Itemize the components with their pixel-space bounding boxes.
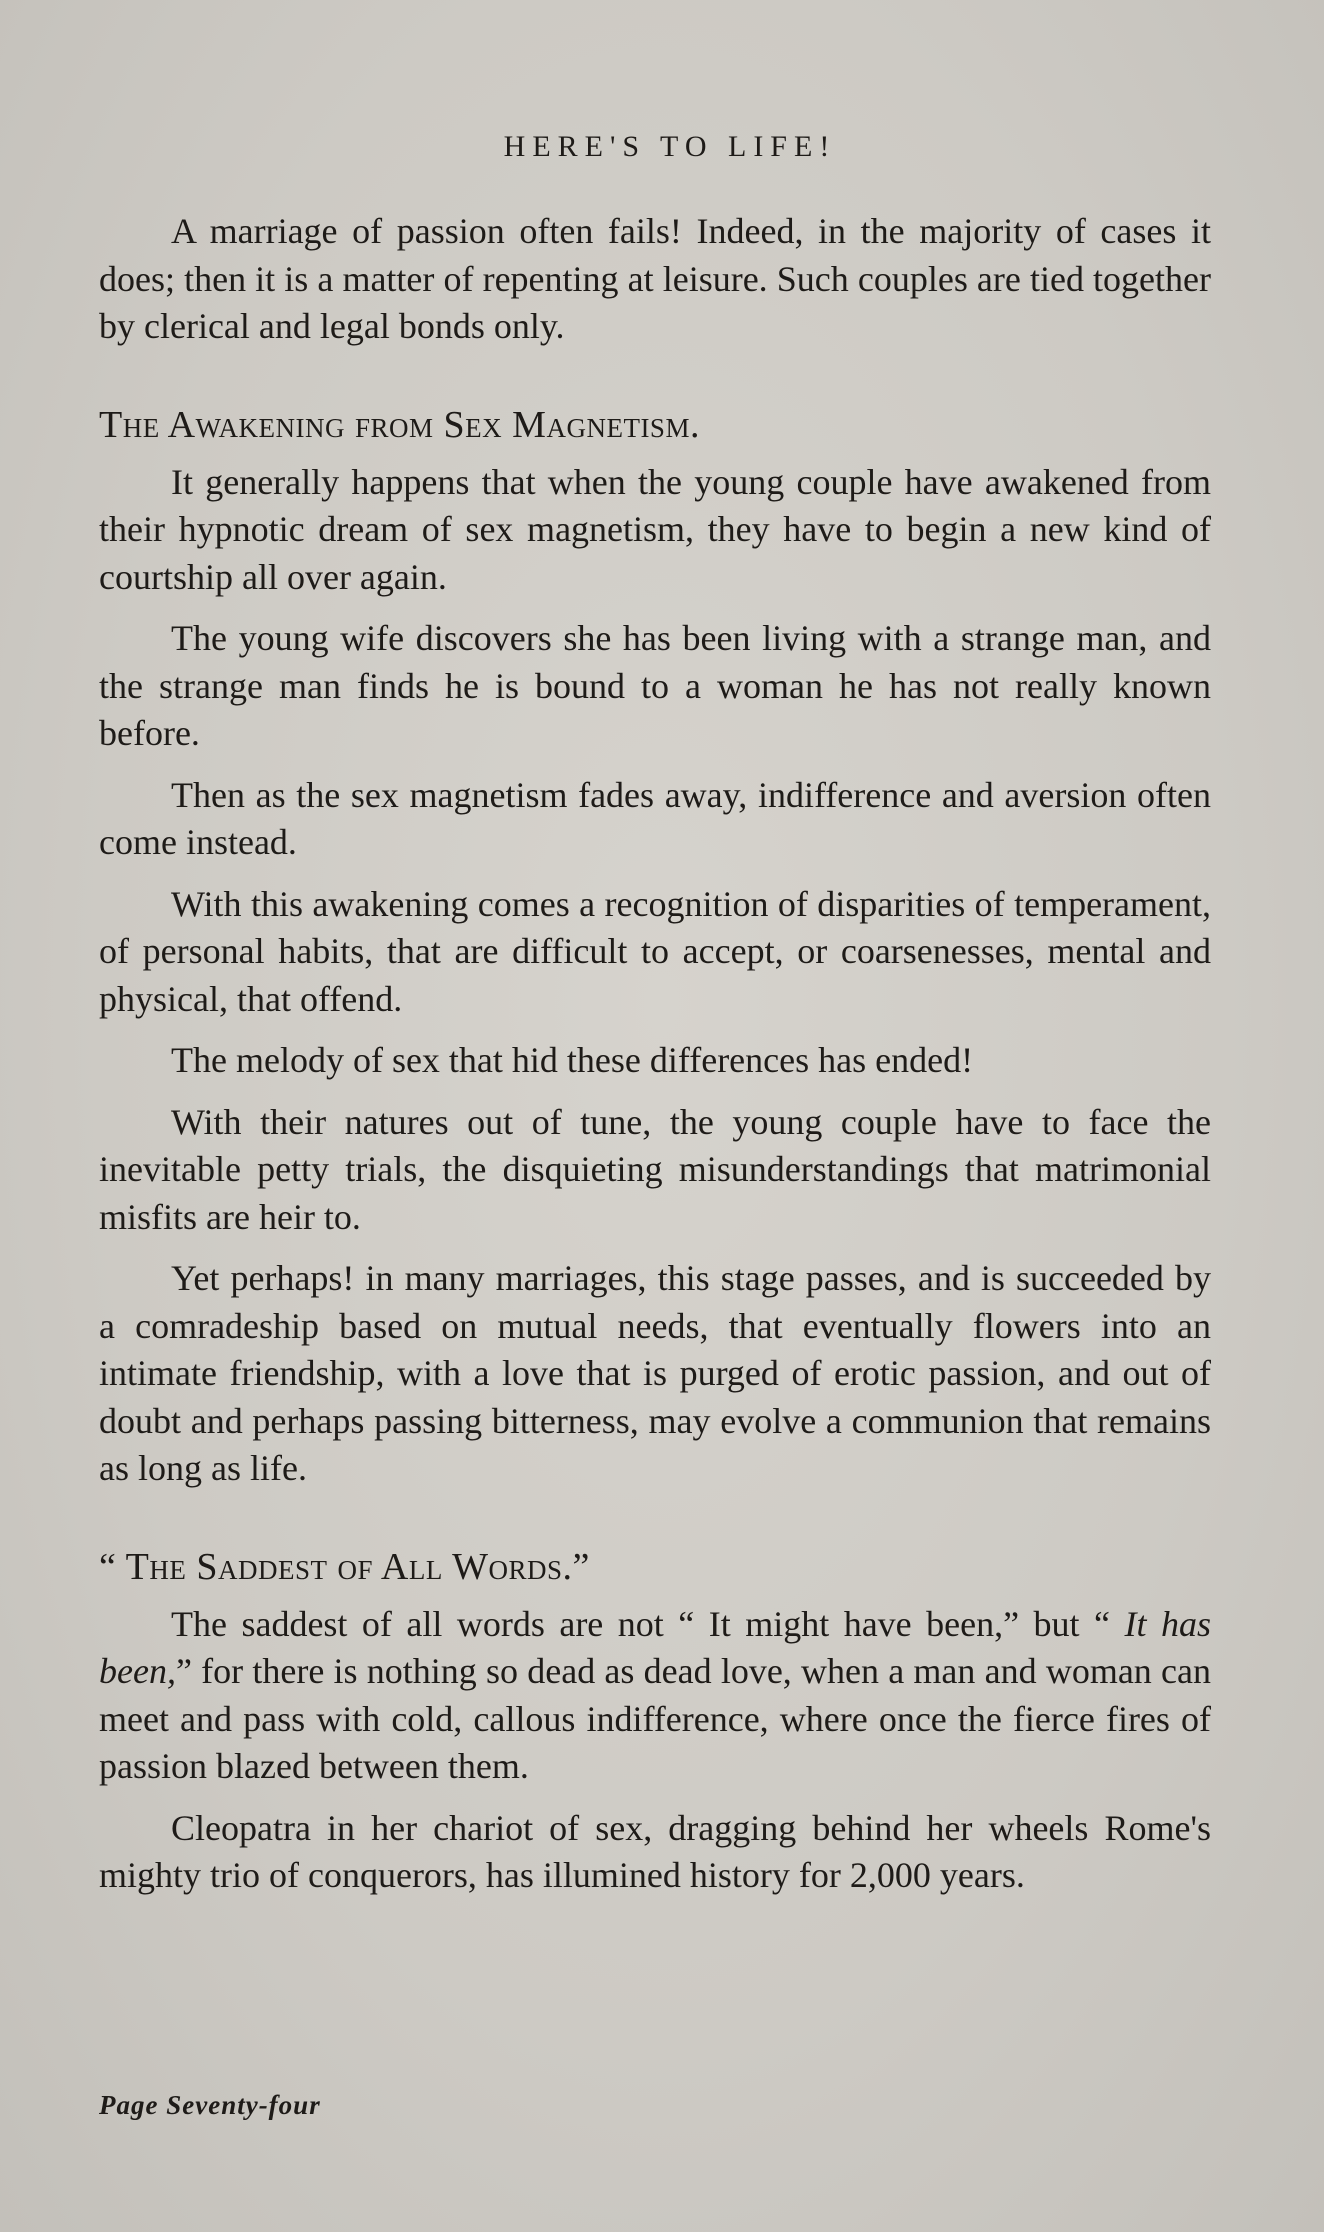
page-number-footer: Page Seventy-four: [99, 2090, 321, 2120]
paragraph: With this awakening comes a recognition of disparities of temperament, of personal habits, that are difficult to accept, or coarsenesses, mental and physical, that offend.: [99, 883, 1211, 1019]
text-run: ” for there is nothing so dead as dead love, when a man and woman can meet and pass with cold, callous indifference, where once the fierce fires of passion blazed between them.: [99, 1651, 1211, 1786]
paragraph: The melody of sex that hid these differences has ended!: [171, 1040, 974, 1080]
section-heading-awakening: The Awakening from Sex Magnetism.: [99, 403, 700, 446]
running-head: HERE'S TO LIFE!: [503, 130, 837, 163]
italic-quote: It has been,: [99, 1603, 1212, 1691]
paragraph: Yet perhaps! in many marriages, this stage passes, and is succeeded by a comradeship based on mutual needs, that eventually flowers into an intimate friendship, with a love that is purged of erotic passion, and out of doubt and perhaps passing bitterness, may evolve a communion that remains as long as life.: [99, 1258, 1211, 1488]
paragraph-saddest-words: [99, 1601, 1211, 1791]
text-run: The saddest of all words are not “ It might have been,” but “: [171, 1603, 1125, 1644]
book-page: [99, 120, 1211, 1914]
paragraph: It generally happens that when the young couple have awakened from their hypnotic dream of sex magnetism, they have to begin a new kind of courtship all over again.: [99, 461, 1211, 597]
paragraph: Then as the sex magnetism fades away, indifference and aversion often come instead.: [99, 774, 1211, 862]
paragraph: With their natures out of tune, the young couple have to face the inevitable petty trials, the disquieting misunderstandings that matrimonial misfits are heir to.: [99, 1101, 1211, 1237]
paragraph-cleopatra: Cleopatra in her chariot of sex, dragging behind her wheels Rome's mighty trio of conquerors, has illumined history for 2,000 years.: [99, 1807, 1211, 1895]
intro-paragraph: A marriage of passion often fails! Indeed, in the majority of cases it does; then it is a matter of repenting at leisure. Such couples are tied together by clerical and legal bonds only.: [99, 211, 1211, 346]
paragraph: The young wife discovers she has been living with a strange man, and the strange man finds he is bound to a woman he has not really known before.: [99, 618, 1211, 753]
section-heading-saddest-words: “ The Saddest of All Words.”: [99, 1545, 590, 1588]
